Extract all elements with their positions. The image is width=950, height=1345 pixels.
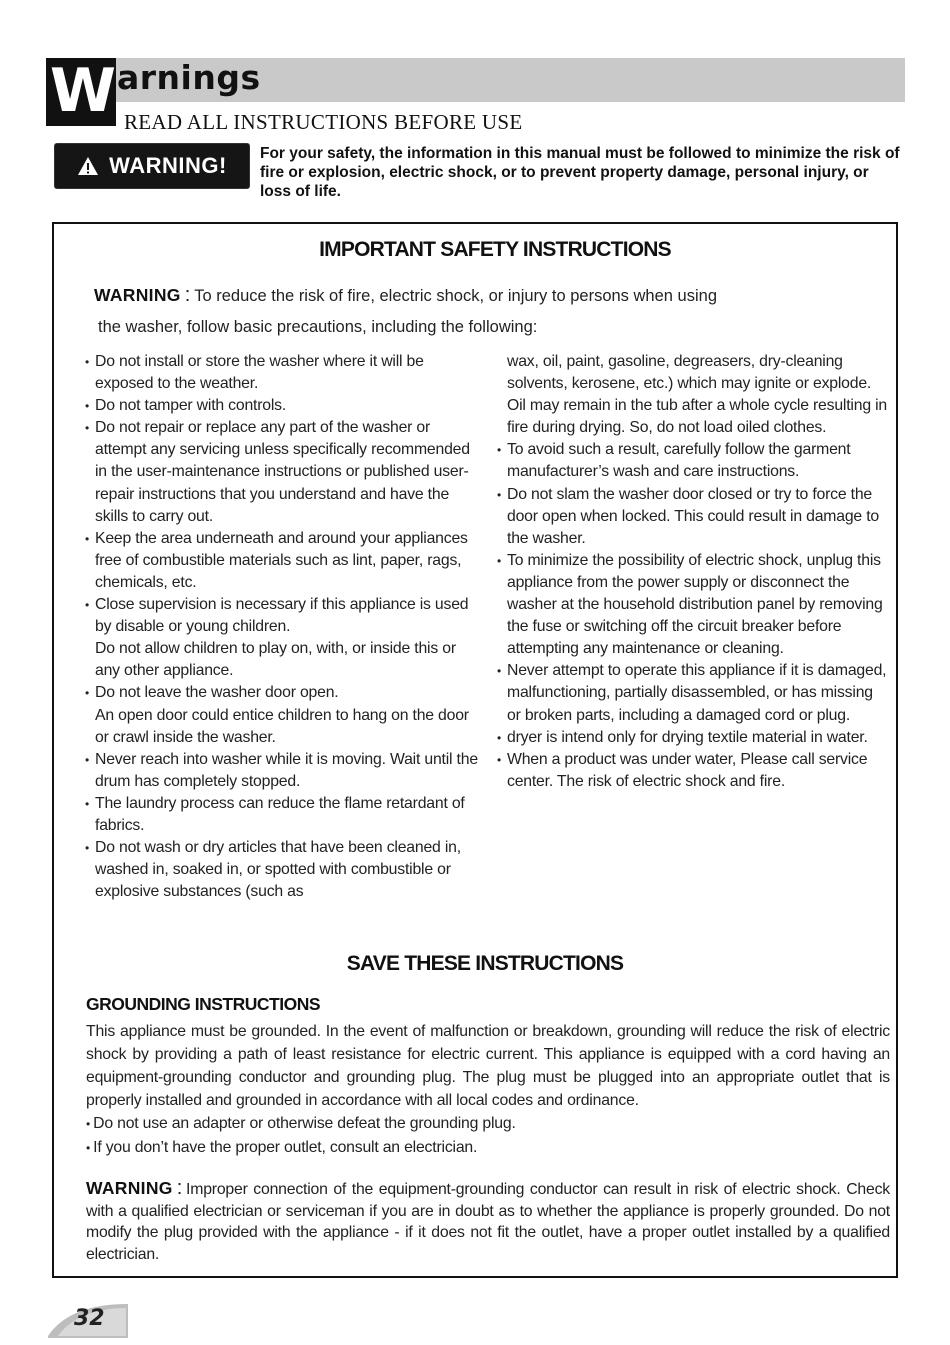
save-instructions-title: SAVE THESE INSTRUCTIONS: [346, 952, 624, 975]
warning-text: To reduce the risk of fire, electric shock, or injury to persons when using: [194, 287, 717, 305]
list-item: • Do not leave the washer door open.: [84, 682, 484, 704]
warning-colon: :: [184, 284, 191, 306]
list-item: • Close supervision is necessary if this appliance is used by disable or young children.: [84, 594, 484, 638]
warning-triangle-icon: [77, 156, 99, 176]
safety-list-right: [496, 351, 888, 793]
safety-warning-line: [94, 284, 884, 307]
list-item: • Keep the area underneath and around your appliances free of combustible materials such as lint, paper, rags, chemicals, etc.: [84, 528, 484, 594]
page-subtitle: READ ALL INSTRUCTIONS BEFORE USE: [124, 110, 523, 134]
list-item: wax, oil, paint, gasoline, degreasers, dry-cleaning solvents, kerosene, etc.) which may ignite or explode. Oil may remain in the tub after a whole cycle resulting in fire during drying. So, do not load oiled clothes.: [507, 353, 887, 437]
grounding-warning-text: Improper connection of the equipment-grounding conductor can result in risk of electric shock. Check with a qualified electrician or serviceman if you are in doubt as to whether the appliance is properly grounded. Do not modify the plug provided with the appliance - if it does not fit the outlet, have a proper outlet installed by a qualified electrician.: [86, 1181, 890, 1263]
list-item: • Do not slam the washer door closed or try to force the door open when locked. This could result in damage to the washer.: [496, 484, 888, 550]
list-item: • Never attempt to operate this appliance if it is damaged, malfunctioning, partially disassembled, or has missing or broken parts, including a damaged cord or plug.: [496, 660, 888, 726]
page-number: 32: [74, 1306, 105, 1331]
list-item: • Never reach into washer while it is moving. Wait until the drum has completely stopped.: [84, 749, 484, 793]
grounding-bullet: • If you don’t have the proper outlet, consult an electrician.: [86, 1136, 890, 1160]
grounding-paragraph: This appliance must be grounded. In the event of malfunction or breakdown, grounding will reduce the risk of electric shock by providing a path of least resistance for electric current. This appliance is equipped with a cord having an equipment-grounding conductor and grounding plug. The plug must be plugged into an appropriate outlet that is properly installed and grounded in accordance with all local codes and ordinance.: [86, 1023, 890, 1109]
safety-list-left: [84, 351, 484, 903]
warning-keyword: WARNING: [94, 285, 181, 305]
list-item: • To minimize the possibility of electric shock, unplug this appliance from the power supply or disconnect the washer at the household distribution panel by removing the fuse or switching off the circuit breaker before attempting any maintenance or cleaning.: [496, 550, 888, 660]
safety-warning-line2: the washer, follow basic precautions, including the following:: [98, 318, 538, 336]
list-item: Do not allow children to play on, with, or inside this or any other appliance.: [95, 640, 456, 680]
list-item: • When a product was under water, Please call service center. The risk of electric shock and fire.: [496, 749, 888, 793]
grounding-bullet: • Do not use an adapter or otherwise defeat the grounding plug.: [86, 1112, 890, 1136]
page-title: arnings: [117, 58, 261, 97]
warning-badge-label: WARNING!: [109, 153, 227, 178]
list-item: An open door could entice children to hang on the door or crawl inside the washer.: [95, 706, 469, 746]
list-item: • To avoid such a result, carefully follow the garment manufacturer’s wash and care instructions.: [496, 439, 888, 483]
safety-title: IMPORTANT SAFETY INSTRUCTIONS: [319, 238, 671, 261]
list-item: • dryer is intend only for drying textile material in water.: [496, 727, 888, 749]
grounding-title: GROUNDING INSTRUCTIONS: [86, 994, 320, 1014]
list-item: • Do not tamper with controls.: [84, 395, 484, 417]
list-item: • Do not repair or replace any part of the washer or attempt any servicing unless specifically recommended in the user-maintenance instructions or published user-repair instructions that you understand and have the skills to carry out.: [84, 417, 484, 527]
grounding-body: [86, 1020, 890, 1160]
warning-colon: :: [176, 1177, 183, 1199]
grounding-warning: [86, 1178, 890, 1265]
list-item: • Do not wash or dry articles that have been cleaned in, washed in, soaked in, or spotted with combustible or explosive substances (such as: [84, 837, 484, 903]
warning-keyword: WARNING: [86, 1178, 173, 1198]
list-item: • The laundry process can reduce the flame retardant of fabrics.: [84, 793, 484, 837]
header-initial-block: W: [46, 58, 116, 126]
list-item: • Do not install or store the washer where it will be exposed to the weather.: [84, 351, 484, 395]
intro-text: For your safety, the information in this manual must be followed to minimize the risk of fire or explosion, electric shock, or to prevent property damage, personal injury, or loss of life.: [260, 145, 900, 200]
warning-badge: [55, 144, 249, 188]
